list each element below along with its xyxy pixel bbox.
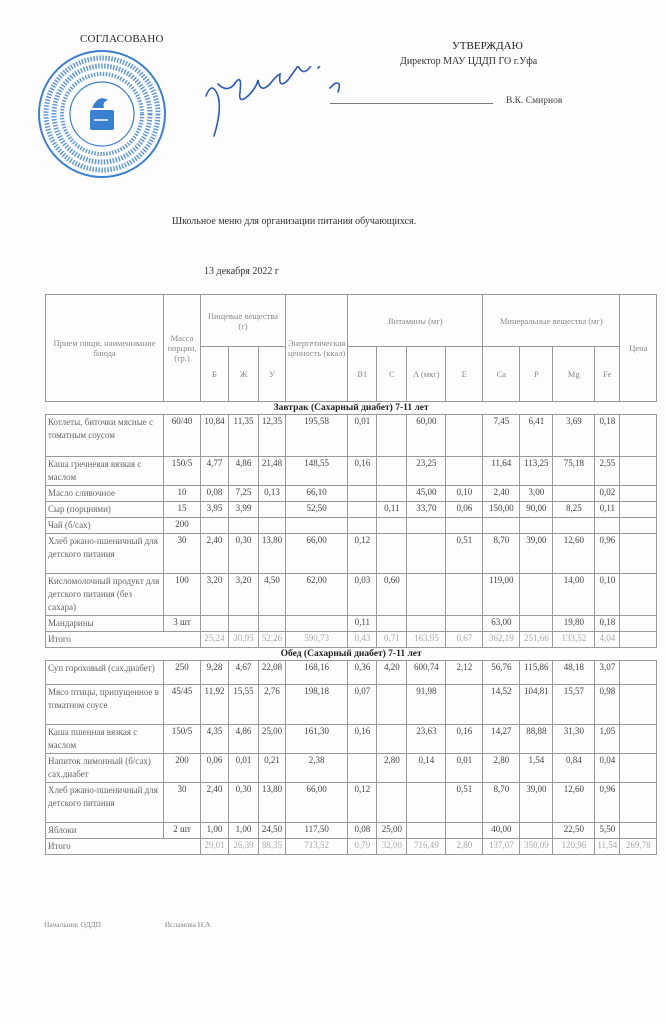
- total-fe: 4,04: [595, 632, 620, 648]
- cell-e: [446, 518, 483, 534]
- cell-u: 25,00: [259, 725, 286, 754]
- cell-e: [446, 457, 483, 486]
- cell-e: [446, 685, 483, 725]
- header-b1: B1: [348, 347, 377, 402]
- document-title: Школьное меню для организации питания обучающихся.: [172, 216, 417, 227]
- cell-b1: 0,11: [348, 616, 377, 632]
- header-zh: Ж: [229, 347, 259, 402]
- cell-fe: 5,50: [595, 823, 620, 839]
- menu-body: [46, 402, 657, 855]
- cell-b1: [348, 486, 377, 502]
- cell-mass: 150/5: [164, 457, 201, 486]
- cell-zh: 0,30: [229, 783, 259, 823]
- cell-a: [407, 616, 446, 632]
- total-label: Итого: [46, 839, 201, 855]
- section-title: Обед (Сахарный диабет) 7-11 лет: [46, 648, 657, 661]
- cell-price: [620, 661, 657, 685]
- table-row: [46, 783, 657, 823]
- cell-c: [377, 725, 407, 754]
- cell-c: [377, 534, 407, 574]
- cell-a: [407, 574, 446, 616]
- cell-energy: 117,50: [286, 823, 348, 839]
- cell-u: [259, 616, 286, 632]
- section-header-row: [46, 402, 657, 415]
- cell-e: [446, 415, 483, 457]
- cell-a: 60,00: [407, 415, 446, 457]
- cell-zh: 4,86: [229, 457, 259, 486]
- cell-mass: 60/40: [164, 415, 201, 457]
- cell-fe: 0,96: [595, 534, 620, 574]
- header-energy: Энергетическая ценность (ккал): [286, 295, 348, 402]
- footer-position: Начальник ОДДП: [44, 920, 102, 929]
- cell-energy: 161,30: [286, 725, 348, 754]
- cell-price: [620, 754, 657, 783]
- header-mass: Масса порции, (гр.): [164, 295, 201, 402]
- cell-e: 0,06: [446, 502, 483, 518]
- cell-zh: 4,67: [229, 661, 259, 685]
- cell-u: 21,48: [259, 457, 286, 486]
- cell-p: 39,00: [520, 783, 553, 823]
- total-b: 29,01: [201, 839, 229, 855]
- cell-a: 23,25: [407, 457, 446, 486]
- footer-name: Исламова Н.А: [164, 920, 211, 929]
- cell-b1: 0,12: [348, 534, 377, 574]
- cell-p: [520, 574, 553, 616]
- cell-zh: 3,99: [229, 502, 259, 518]
- cell-c: 0,60: [377, 574, 407, 616]
- cell-mass: 3 шт: [164, 616, 201, 632]
- total-e: 0,67: [446, 632, 483, 648]
- cell-e: 0,01: [446, 754, 483, 783]
- cell-c: [377, 457, 407, 486]
- table-row: [46, 725, 657, 754]
- cell-energy: 62,00: [286, 574, 348, 616]
- official-stamp-icon: [36, 48, 168, 180]
- total-a: 716,49: [407, 839, 446, 855]
- cell-price: [620, 823, 657, 839]
- cell-b1: 0,01: [348, 415, 377, 457]
- table-row: [46, 415, 657, 457]
- total-price: [620, 632, 657, 648]
- cell-ca: 8,70: [483, 534, 520, 574]
- total-row: [46, 839, 657, 855]
- cell-mg: [553, 518, 595, 534]
- cell-e: [446, 574, 483, 616]
- cell-zh: 1,00: [229, 823, 259, 839]
- cell-a: [407, 783, 446, 823]
- cell-p: 115,86: [520, 661, 553, 685]
- cell-mg: 0,84: [553, 754, 595, 783]
- cell-b: [201, 616, 229, 632]
- cell-b1: 0,36: [348, 661, 377, 685]
- cell-ca: 14,27: [483, 725, 520, 754]
- cell-mg: 3,69: [553, 415, 595, 457]
- cell-ca: 8,70: [483, 783, 520, 823]
- cell-price: [620, 502, 657, 518]
- dish-name: Хлеб ржано-пшеничный для детского питания: [46, 534, 164, 574]
- cell-b1: 0,08: [348, 823, 377, 839]
- header-c: C: [377, 347, 407, 402]
- cell-mg: 22,50: [553, 823, 595, 839]
- cell-mass: 2 шт: [164, 823, 201, 839]
- cell-ca: 150,00: [483, 502, 520, 518]
- cell-c: [377, 783, 407, 823]
- dish-name: Яблоки: [46, 823, 164, 839]
- cell-energy: 195,58: [286, 415, 348, 457]
- cell-b: 4,77: [201, 457, 229, 486]
- total-label: Итого: [46, 632, 201, 648]
- cell-u: 4,50: [259, 574, 286, 616]
- total-c: 32,00: [377, 839, 407, 855]
- cell-energy: 52,50: [286, 502, 348, 518]
- cell-b: 0,06: [201, 754, 229, 783]
- cell-fe: 0,10: [595, 574, 620, 616]
- cell-mg: 75,18: [553, 457, 595, 486]
- cell-a: [407, 534, 446, 574]
- cell-c: [377, 486, 407, 502]
- cell-energy: [286, 518, 348, 534]
- table-row: [46, 518, 657, 534]
- total-a: 163,95: [407, 632, 446, 648]
- table-row: [46, 823, 657, 839]
- table-row: [46, 502, 657, 518]
- footer-signoff: [44, 920, 210, 929]
- header-meal-name: Прием пищи, наименование блюда: [46, 295, 164, 402]
- cell-fe: 2,55: [595, 457, 620, 486]
- cell-price: [620, 725, 657, 754]
- dish-name: Мандарины: [46, 616, 164, 632]
- cell-b: 3,20: [201, 574, 229, 616]
- cell-p: 6,41: [520, 415, 553, 457]
- cell-mass: 200: [164, 518, 201, 534]
- cell-p: [520, 518, 553, 534]
- cell-p: [520, 616, 553, 632]
- header-e: E: [446, 347, 483, 402]
- cell-e: 0,51: [446, 783, 483, 823]
- signature-icon: [198, 66, 358, 146]
- cell-mg: 48,18: [553, 661, 595, 685]
- header-b: Б: [201, 347, 229, 402]
- header-u: У: [259, 347, 286, 402]
- total-u: 52,26: [259, 632, 286, 648]
- cell-ca: [483, 518, 520, 534]
- cell-c: [377, 415, 407, 457]
- cell-u: 0,13: [259, 486, 286, 502]
- cell-mass: 10: [164, 486, 201, 502]
- cell-mg: 15,57: [553, 685, 595, 725]
- menu-table: [45, 294, 657, 855]
- cell-price: [620, 574, 657, 616]
- header-ca: Ca: [483, 347, 520, 402]
- total-zh: 26,39: [229, 839, 259, 855]
- dish-name: Каша пшенная вязкая с маслом: [46, 725, 164, 754]
- cell-price: [620, 457, 657, 486]
- cell-fe: 1,05: [595, 725, 620, 754]
- cell-u: 0,21: [259, 754, 286, 783]
- cell-b1: [348, 518, 377, 534]
- cell-b: 2,40: [201, 783, 229, 823]
- document-date: 13 декабря 2022 г: [204, 266, 279, 277]
- table-row: [46, 486, 657, 502]
- cell-mass: 30: [164, 783, 201, 823]
- cell-a: 0,14: [407, 754, 446, 783]
- cell-b: 11,92: [201, 685, 229, 725]
- cell-mass: 200: [164, 754, 201, 783]
- cell-mg: 31,30: [553, 725, 595, 754]
- total-ca: 137,07: [483, 839, 520, 855]
- cell-fe: 0,18: [595, 415, 620, 457]
- cell-a: [407, 518, 446, 534]
- cell-energy: 66,00: [286, 783, 348, 823]
- total-price: 269,78: [620, 839, 657, 855]
- header-price: Цена: [620, 295, 657, 402]
- dish-name: Котлеты, биточки мясные с томатным соусом: [46, 415, 164, 457]
- cell-p: 88,88: [520, 725, 553, 754]
- cell-p: 90,00: [520, 502, 553, 518]
- total-row: [46, 632, 657, 648]
- cell-zh: 7,25: [229, 486, 259, 502]
- dish-name: Чай (б/сах): [46, 518, 164, 534]
- header-a: A (мкг): [407, 347, 446, 402]
- header-mg: Mg: [553, 347, 595, 402]
- cell-b1: 0,03: [348, 574, 377, 616]
- cell-u: 13,80: [259, 534, 286, 574]
- cell-e: 0,51: [446, 534, 483, 574]
- cell-mg: 14,00: [553, 574, 595, 616]
- cell-fe: 0,02: [595, 486, 620, 502]
- total-b: 25,24: [201, 632, 229, 648]
- dish-name: Хлеб ржано-пшеничный для детского питания: [46, 783, 164, 823]
- cell-mg: 19,80: [553, 616, 595, 632]
- cell-fe: 3,07: [595, 661, 620, 685]
- table-row: [46, 616, 657, 632]
- cell-energy: 66,00: [286, 534, 348, 574]
- cell-a: 91,98: [407, 685, 446, 725]
- dish-name: Суп гороховый (сах.диабет): [46, 661, 164, 685]
- cell-a: 600,74: [407, 661, 446, 685]
- cell-ca: 14,52: [483, 685, 520, 725]
- cell-c: [377, 518, 407, 534]
- cell-price: [620, 518, 657, 534]
- cell-mass: 30: [164, 534, 201, 574]
- cell-b: [201, 518, 229, 534]
- cell-b1: 0,16: [348, 457, 377, 486]
- cell-energy: 148,55: [286, 457, 348, 486]
- dish-name: Масло сливочное: [46, 486, 164, 502]
- cell-mg: 8,25: [553, 502, 595, 518]
- cell-zh: 0,01: [229, 754, 259, 783]
- cell-p: [520, 823, 553, 839]
- cell-c: [377, 616, 407, 632]
- cell-p: 3,00: [520, 486, 553, 502]
- cell-price: [620, 415, 657, 457]
- total-c: 0,71: [377, 632, 407, 648]
- total-mg: 133,52: [553, 632, 595, 648]
- cell-energy: [286, 616, 348, 632]
- cell-mass: 100: [164, 574, 201, 616]
- cell-energy: 198,18: [286, 685, 348, 725]
- dish-name: Сыр (порциями): [46, 502, 164, 518]
- table-row: [46, 754, 657, 783]
- dish-name: Кисломолочный продукт для детского питания (без сахара): [46, 574, 164, 616]
- cell-fe: [595, 518, 620, 534]
- cell-p: 1,54: [520, 754, 553, 783]
- table-row: [46, 534, 657, 574]
- cell-price: [620, 616, 657, 632]
- cell-mg: 12,60: [553, 534, 595, 574]
- cell-ca: 2,80: [483, 754, 520, 783]
- cell-p: 104,81: [520, 685, 553, 725]
- cell-ca: 119,00: [483, 574, 520, 616]
- cell-zh: 0,30: [229, 534, 259, 574]
- total-p: 251,66: [520, 632, 553, 648]
- dish-name: Напиток лимонный (б/сах) сах.диабет: [46, 754, 164, 783]
- cell-zh: [229, 518, 259, 534]
- cell-e: [446, 823, 483, 839]
- cell-price: [620, 783, 657, 823]
- cell-c: 2,80: [377, 754, 407, 783]
- header-fe: Fe: [595, 347, 620, 402]
- cell-energy: 168,16: [286, 661, 348, 685]
- cell-ca: 2,40: [483, 486, 520, 502]
- cell-ca: 56,76: [483, 661, 520, 685]
- section-title: Завтрак (Сахарный диабет) 7-11 лет: [46, 402, 657, 415]
- cell-e: [446, 616, 483, 632]
- cell-b: 4,35: [201, 725, 229, 754]
- cell-b1: [348, 502, 377, 518]
- director-name: В.К. Смирнов: [506, 96, 563, 106]
- cell-a: [407, 823, 446, 839]
- cell-ca: 7,45: [483, 415, 520, 457]
- cell-a: 45,00: [407, 486, 446, 502]
- agreed-label: СОГЛАСОВАНО: [80, 33, 164, 45]
- cell-fe: 0,96: [595, 783, 620, 823]
- cell-b1: [348, 754, 377, 783]
- cell-mass: 45/45: [164, 685, 201, 725]
- cell-price: [620, 534, 657, 574]
- cell-fe: 0,98: [595, 685, 620, 725]
- cell-b1: 0,07: [348, 685, 377, 725]
- cell-fe: 0,04: [595, 754, 620, 783]
- cell-zh: 15,55: [229, 685, 259, 725]
- cell-a: 33,70: [407, 502, 446, 518]
- cell-zh: 3,20: [229, 574, 259, 616]
- cell-c: 25,00: [377, 823, 407, 839]
- cell-u: 13,80: [259, 783, 286, 823]
- cell-b: 10,84: [201, 415, 229, 457]
- cell-zh: [229, 616, 259, 632]
- cell-zh: 11,35: [229, 415, 259, 457]
- total-b1: 0,79: [348, 839, 377, 855]
- cell-u: 2,76: [259, 685, 286, 725]
- cell-u: 24,50: [259, 823, 286, 839]
- cell-price: [620, 685, 657, 725]
- cell-e: 0,10: [446, 486, 483, 502]
- cell-b: 2,40: [201, 534, 229, 574]
- header-nutrients: Пищевые вещества (г): [201, 295, 286, 347]
- total-energy: 713,52: [286, 839, 348, 855]
- cell-ca: 40,00: [483, 823, 520, 839]
- cell-c: [377, 685, 407, 725]
- cell-u: [259, 518, 286, 534]
- cell-c: 4,20: [377, 661, 407, 685]
- cell-mass: 250: [164, 661, 201, 685]
- cell-e: 2,12: [446, 661, 483, 685]
- cell-b: 0,08: [201, 486, 229, 502]
- cell-b1: 0,12: [348, 783, 377, 823]
- total-mg: 120,96: [553, 839, 595, 855]
- header-vitamins: Витамины (мг): [348, 295, 483, 347]
- director-line: Директор МАУ ЦДДП ГО г.Уфа: [400, 56, 538, 67]
- cell-p: 113,25: [520, 457, 553, 486]
- cell-e: 0,16: [446, 725, 483, 754]
- cell-a: 23,63: [407, 725, 446, 754]
- cell-mg: [553, 486, 595, 502]
- cell-u: [259, 502, 286, 518]
- dish-name: Каша гречневая вязкая с маслом: [46, 457, 164, 486]
- cell-ca: 11,64: [483, 457, 520, 486]
- cell-b1: 0,16: [348, 725, 377, 754]
- cell-b: 1,00: [201, 823, 229, 839]
- total-e: 2,80: [446, 839, 483, 855]
- table-row: [46, 574, 657, 616]
- cell-zh: 4,86: [229, 725, 259, 754]
- cell-price: [620, 486, 657, 502]
- cell-energy: 2,38: [286, 754, 348, 783]
- cell-mass: 150/5: [164, 725, 201, 754]
- cell-ca: 63,00: [483, 616, 520, 632]
- total-p: 350,09: [520, 839, 553, 855]
- table-row: [46, 685, 657, 725]
- cell-mg: 12,60: [553, 783, 595, 823]
- cell-fe: 0,18: [595, 616, 620, 632]
- cell-u: 12,35: [259, 415, 286, 457]
- cell-energy: 66,10: [286, 486, 348, 502]
- header-minerals: Минеральные вещества (мг): [483, 295, 620, 347]
- section-header-row: [46, 648, 657, 661]
- cell-b: 9,28: [201, 661, 229, 685]
- cell-fe: 0,11: [595, 502, 620, 518]
- cell-c: 0,11: [377, 502, 407, 518]
- cell-b: 3,95: [201, 502, 229, 518]
- total-energy: 590,73: [286, 632, 348, 648]
- table-row: [46, 457, 657, 486]
- cell-p: 39,00: [520, 534, 553, 574]
- total-ca: 362,19: [483, 632, 520, 648]
- table-row: [46, 661, 657, 685]
- cell-u: 22,08: [259, 661, 286, 685]
- total-b1: 0,43: [348, 632, 377, 648]
- approve-label: УТВЕРЖДАЮ: [452, 40, 523, 52]
- cell-mass: 15: [164, 502, 201, 518]
- total-zh: 30,95: [229, 632, 259, 648]
- total-u: 88,35: [259, 839, 286, 855]
- dish-name: Мясо птицы, припущенное в томатном соусе: [46, 685, 164, 725]
- total-fe: 11,54: [595, 839, 620, 855]
- header-p: P: [520, 347, 553, 402]
